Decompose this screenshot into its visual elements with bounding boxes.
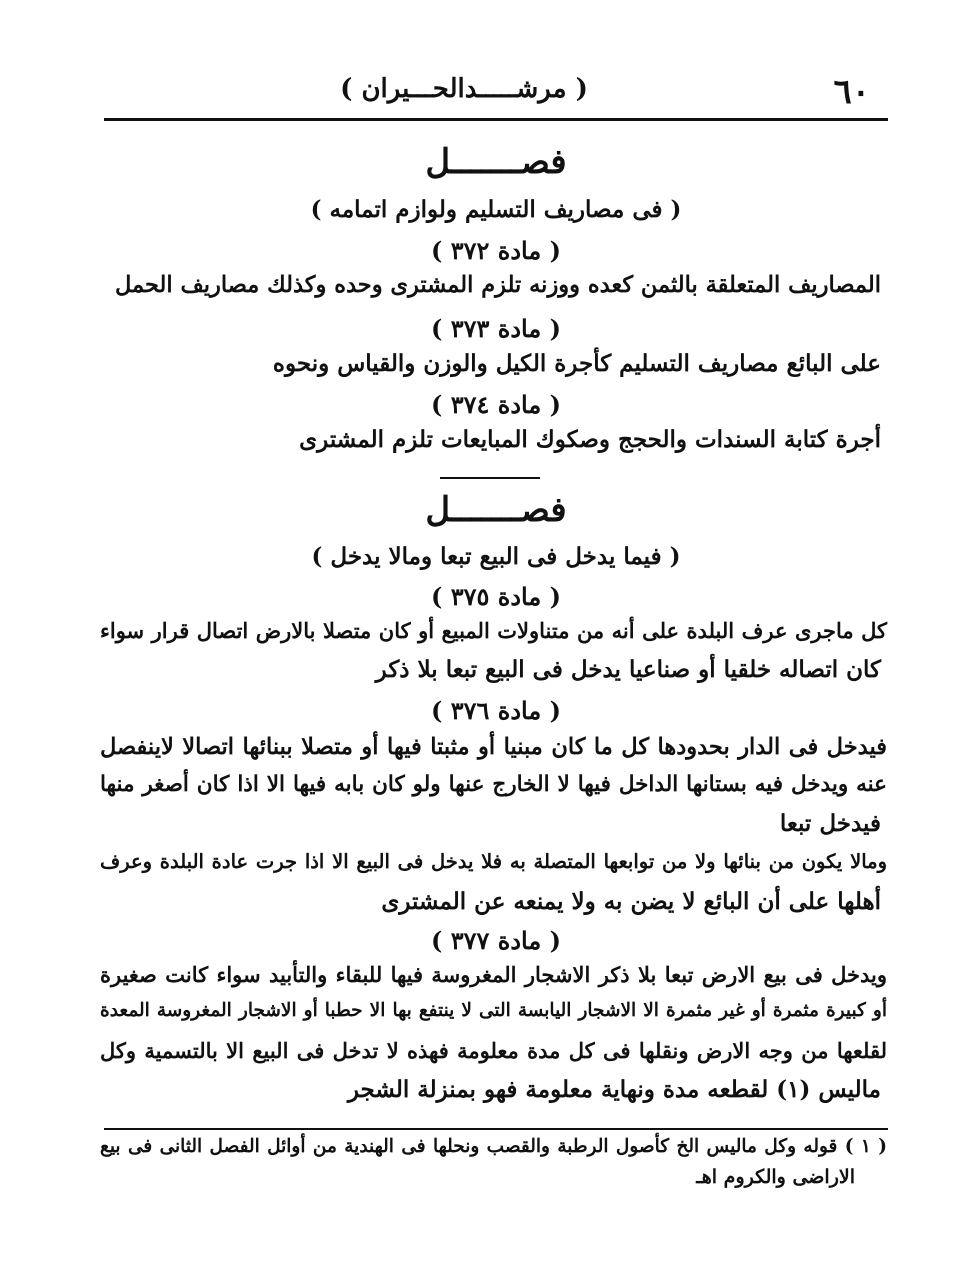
footnote-line: ( ١ ) قوله وكل ماليس الخ كأصول الرطبة والقصب ونحلها فى الهندية من أوائل الفصل الثانى فى بيع (100, 1136, 887, 1157)
article-text-line: أجرة كتابة السندات والحجج وصكوك المبايعات تلزم المشترى (299, 426, 881, 453)
running-title: ( مرشـــــدالحـــيران ) (340, 74, 588, 104)
article-text-line: ماليس (١) لقطعه مدة ونهاية معلومة فهو بمنزلة الشجر (347, 1076, 881, 1103)
article-text-line: كل ماجرى عرف البلدة على أنه من متناولات المبيع أو كان متصلا بالارض اتصال قرار سواء (100, 618, 887, 643)
article-text-line: فيدخل تبعا (779, 810, 881, 837)
article-text-line: أو كبيرة مثمرة أو غير مثمرة الا الاشجار اليابسة التى لا ينتفع بها الا حطبا أو الاشجار المغروسة المعدة (100, 1000, 887, 1021)
article-text-line: فيدخل فى الدار بحدودها كل ما كان مبنيا أو مثبتا فيها أو متصلا ببنائها اتصالا لاينفصل (100, 734, 887, 760)
footnote-line: الاراضى والكروم اهـ (696, 1166, 855, 1188)
section-divider (440, 477, 540, 479)
article-heading: ( مادة ٣٧٧ ) (431, 926, 561, 955)
article-heading: ( مادة ٣٧٤ ) (431, 390, 561, 419)
article-text-line: ومالا يكون من بنائها ولا من توابعها المتصلة به فلا يدخل فى البيع الا اذا جرت عادة البلدة وعرف (100, 850, 887, 873)
article-text-line: على البائع مصاريف التسليم كأجرة الكيل والوزن والقياس ونحوه (272, 350, 881, 377)
article-text-line: عنه ويدخل فيه بستانها الداخل فيها لا الخارج عنها ولو كان بابه فيها الا اذا كان أصغر منها (100, 772, 887, 797)
section-subtitle: ( فيما يدخل فى البيع تبعا ومالا يدخل ) (311, 543, 681, 570)
article-heading: ( مادة ٣٧٢ ) (431, 236, 561, 265)
section-heading: فصـــــــل (425, 142, 567, 182)
article-text-line: كان اتصاله خلقيا أو صناعيا يدخل فى البيع تبعا بلا ذكر (375, 656, 881, 683)
article-text-line: أهلها على أن البائع لا يضن به ولا يمنعه عن المشترى (381, 888, 881, 915)
header-rule (104, 118, 888, 121)
page-number: ٦٠ (833, 72, 870, 112)
page-header (104, 66, 888, 118)
footnote-rule (104, 1128, 888, 1130)
article-text-line: المصاريف المتعلقة بالثمن كعده ووزنه تلزم المشترى وحده وكذلك مصاريف الحمل (114, 272, 881, 298)
article-heading: ( مادة ٣٧٥ ) (431, 582, 561, 611)
section-heading: فصـــــــل (425, 490, 567, 530)
section-subtitle: ( فى مصاريف التسليم ولوازم اتمامه ) (310, 196, 682, 223)
article-heading: ( مادة ٣٧٦ ) (431, 696, 561, 725)
article-text-line: لقلعها من وجه الارض ونقلها فى كل مدة معلومة فهذه لا تدخل فى البيع الا بالتسمية وكل (100, 1038, 887, 1063)
article-text-line: ويدخل فى بيع الارض تبعا بلا ذكر الاشجار المغروسة فيها للبقاء والتأبيد سواء كانت صغيرة (100, 962, 887, 987)
article-heading: ( مادة ٣٧٣ ) (431, 314, 561, 343)
